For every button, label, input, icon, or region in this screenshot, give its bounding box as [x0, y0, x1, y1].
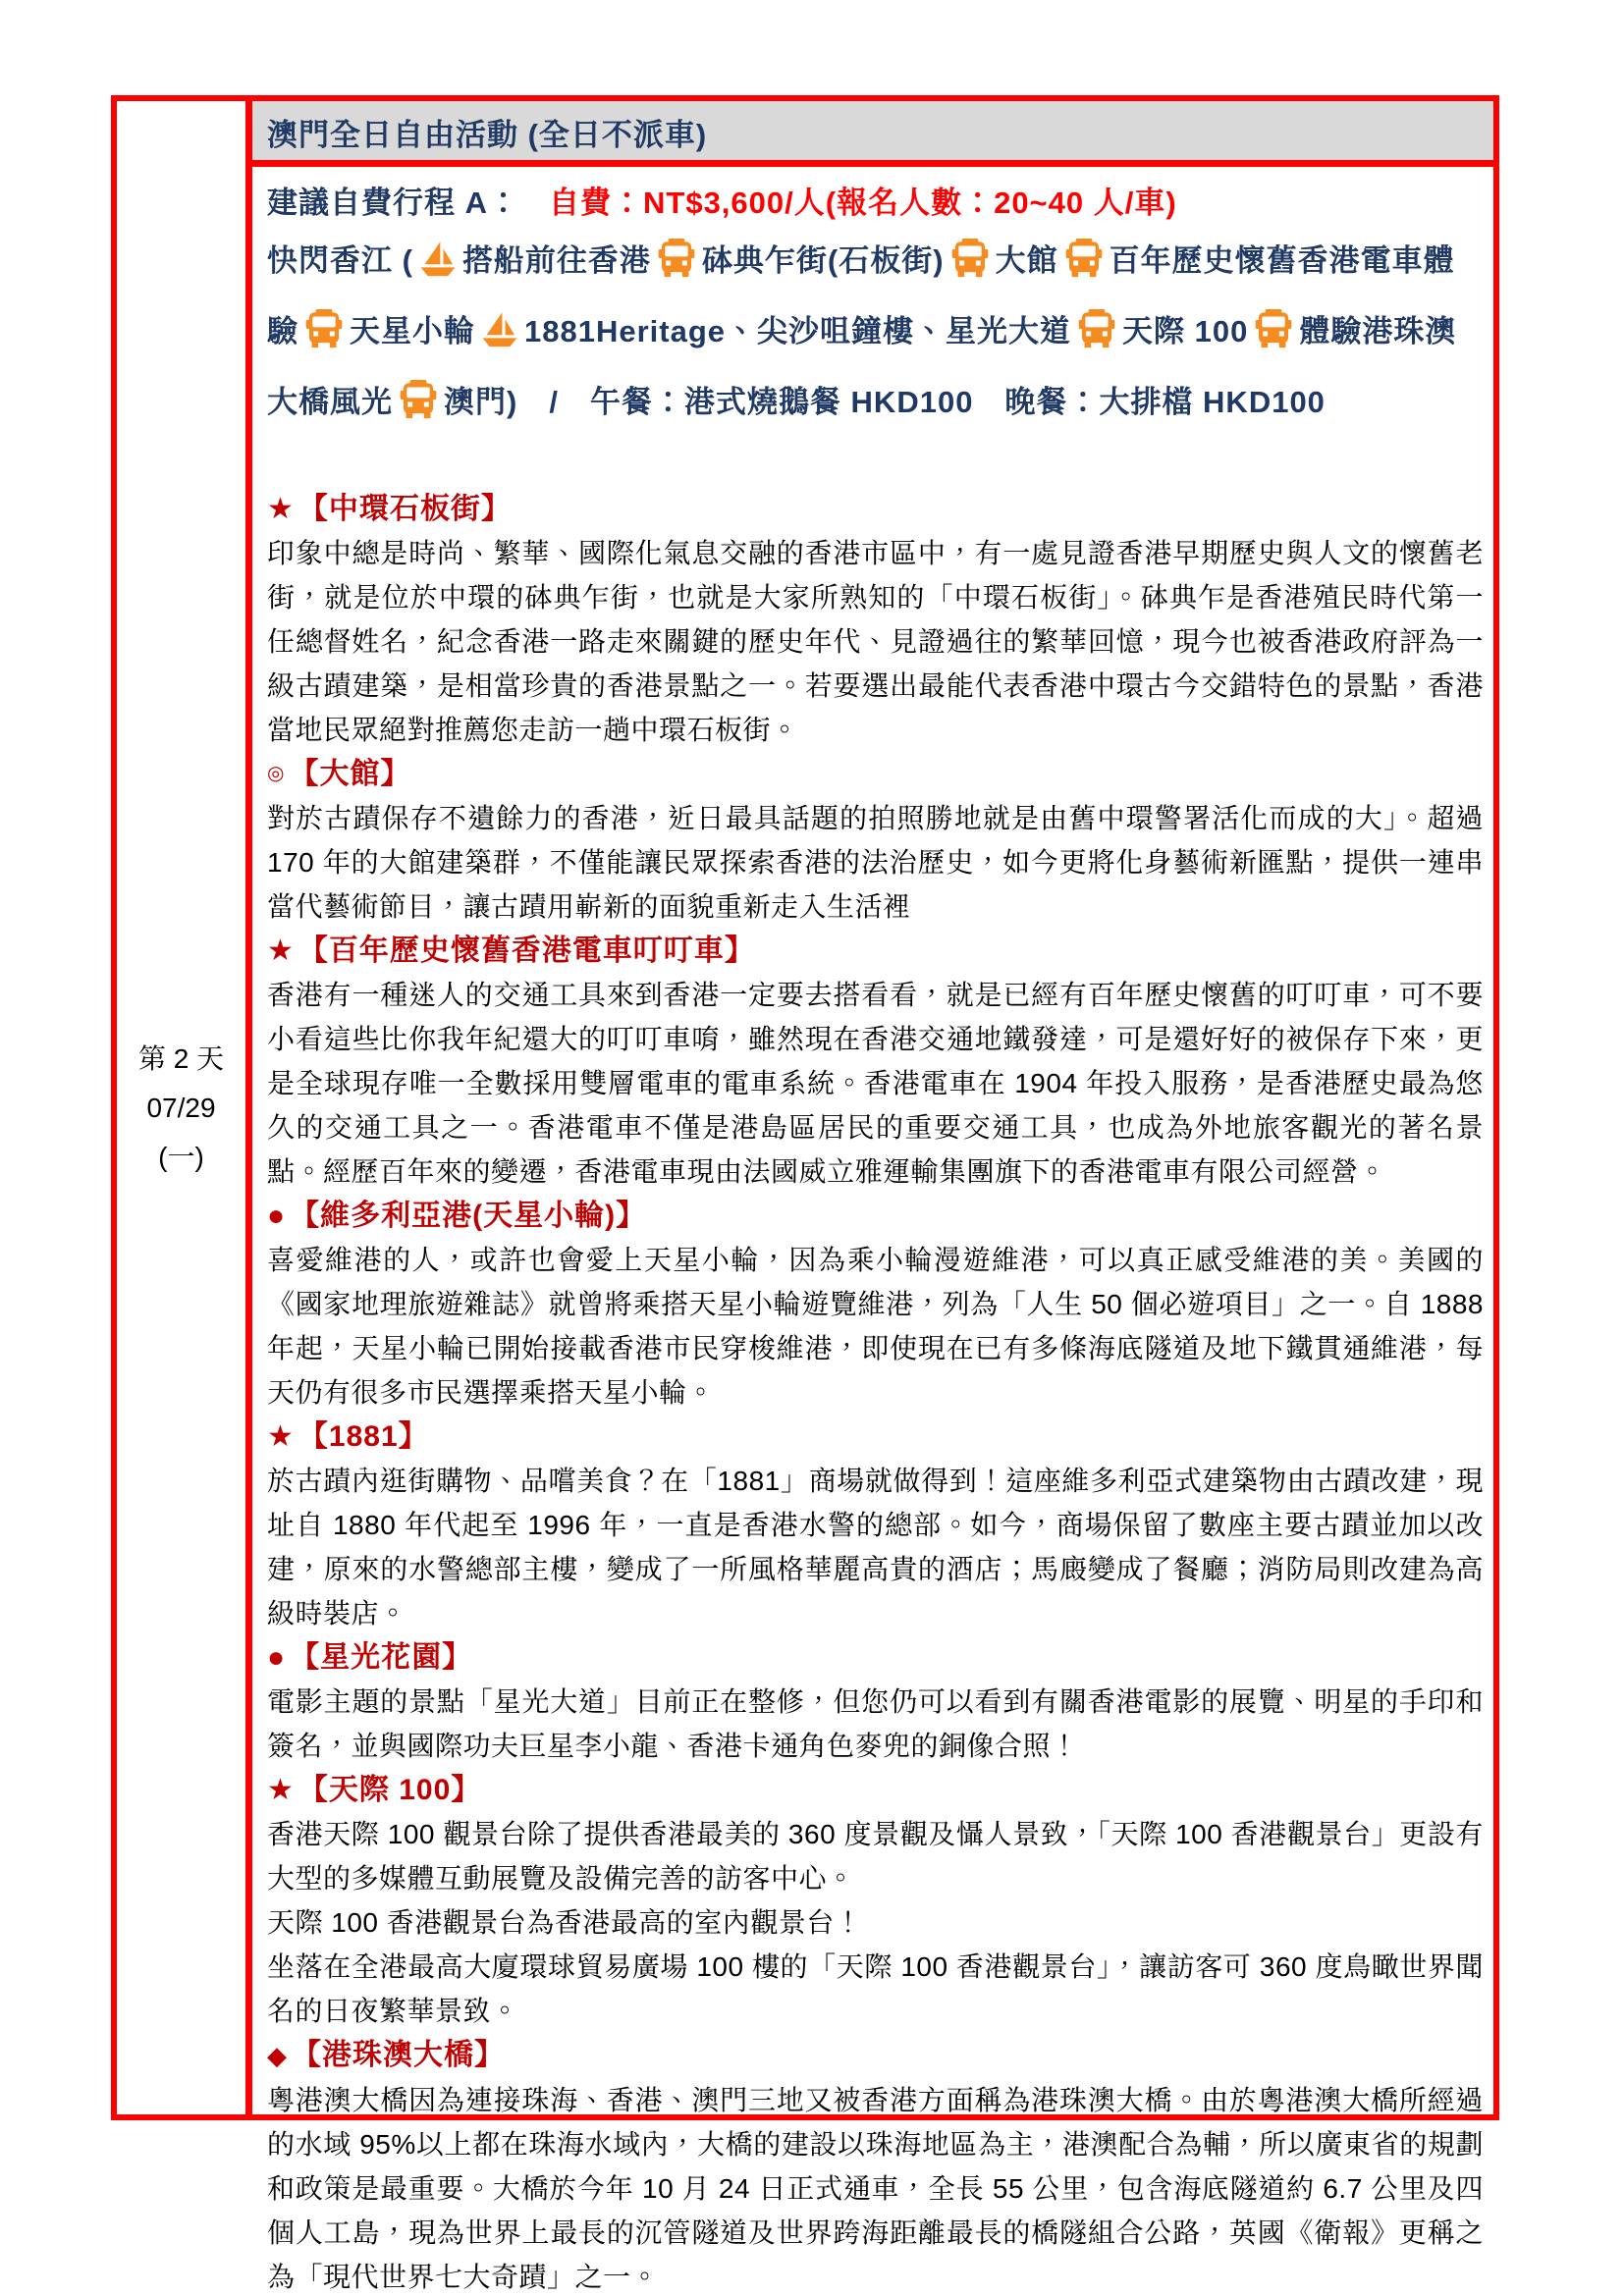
boat-icon — [481, 309, 518, 371]
route-text: 天星小輪 — [350, 314, 475, 348]
section-paragraph: 喜愛維港的人，或許也會愛上天星小輪，因為乘小輪漫遊維港，可以真正感受維港的美。美國的《國家地理旅遊雜誌》就曾將乘搭天星小輪遊覽維港，列為「人生 50 個必遊項目」之一。自 1888 年起，天星小輪已開始接載香港市民穿梭維港，即使現在已有多條海底隧道及地下鐵貫通維港，每天仍有很多市民選擇乘搭天星小輪。 — [267, 1245, 1484, 1408]
section-title-text: 【中環石板街】 — [298, 493, 512, 525]
price-value: 自費：NT$3,600/人(報名人數：20~40 人/車) — [549, 186, 1177, 220]
diamond-bullet-icon: ◆ — [267, 2041, 288, 2070]
plan-label: 建議自費行程 A： — [267, 186, 519, 220]
section-title — [267, 1194, 1484, 1238]
bus-icon — [657, 237, 696, 300]
activity-header-bar — [252, 101, 1493, 167]
section-paragraph: 印象中總是時尚、繁華、國際化氣息交融的香港市區中，有一處見證香港早期歷史與人文的懷舊老街，就是位於中環的砵典乍街，也就是大家所熟知的「中環石板街」。砵典乍是香港殖民時代第一任總督姓名，紀念香港一路走來關鍵的歷史年代、見證過往的繁華回憶，現今也被香港政府評為一級古蹟建築，是相當珍貴的香港景點之一。若要選出最能代表香港中環古今交錯特色的景點，香港當地民眾絕對推薦您走訪一趟中環石板街。 — [267, 538, 1484, 745]
star-bullet-icon: ★ — [267, 934, 295, 967]
itinerary-table — [111, 95, 1499, 2292]
day-weekday: (一) — [158, 1141, 204, 1172]
route-text: 快閃香江 ( — [267, 243, 413, 278]
section-paragraph: 電影主題的景點「星光大道」目前正在整修，但您仍可以看到有關香港電影的展覽、明星的手印和簽名，並與國際功夫巨星李小龍、香港卡通角色麥兜的銅像合照！ — [267, 1686, 1484, 1761]
dot-bullet-icon: ● — [267, 1200, 287, 1232]
route-text: 天際 100 — [1122, 314, 1249, 348]
section-paragraph: 對於古蹟保存不遺餘力的香港，近日最具話題的拍照勝地就是由舊中環警署活化而成的大」。超過 170 年的大館建築群，不僅能讓民眾探索香港的法治歷史，如今更將化身藝術新匯點，提供一連串當代藝術節目，讓古蹟用嶄新的面貌重新走入生活裡 — [267, 803, 1484, 922]
route-text: 體驗港珠澳大橋風光 — [267, 314, 1457, 419]
bus-icon — [399, 378, 438, 442]
activity-title: 澳門全日自由活動 (全日不派車) — [267, 118, 708, 152]
bus-icon — [304, 307, 344, 371]
route-text: 大館 — [995, 243, 1058, 278]
route-text: 澳門) / 午餐：港式燒鵝餐 HKD100 晚餐：大排檔 HKD100 — [444, 385, 1326, 419]
section-title — [267, 752, 1484, 796]
section-paragraph: 香港天際 100 觀景台除了提供香港最美的 360 度景觀及懾人景致，「天際 100 香港觀景台」更設有大型的多媒體互動展覽及設備完善的訪客中心。 — [267, 1819, 1484, 1894]
section-title-text: 【天際 100】 — [298, 1774, 482, 1806]
attraction-section — [267, 1635, 1484, 1768]
boat-icon — [419, 239, 457, 300]
section-title — [267, 929, 1484, 973]
content-body — [252, 167, 1493, 2296]
section-title — [267, 1635, 1484, 1680]
price-line — [267, 179, 1484, 228]
attraction-section — [267, 1768, 1484, 2033]
route-text: 1881Heritage、尖沙咀鐘樓、星光大道 — [524, 314, 1072, 348]
section-paragraph: 於古蹟內逛街購物、品嚐美食？在「1881」商場就做得到！這座維多利亞式建築物由古蹟改建，現址自 1880 年代起至 1996 年，一直是香港水警的總部。如今，商場保留了數座主要古蹟並加以改建，原來的水警總部主樓，變成了一所風格華麗高貴的酒店；馬廄變成了餐廳；消防局則改建為高級時裝店。 — [267, 1466, 1484, 1629]
bus-icon — [950, 237, 990, 300]
section-title-text: 【港珠澳大橋】 — [292, 2039, 505, 2071]
ring-bullet-icon: ◎ — [267, 763, 286, 784]
dot-bullet-icon: ● — [267, 1641, 287, 1674]
section-title-text: 【星光花園】 — [290, 1641, 473, 1674]
star-bullet-icon: ★ — [267, 1420, 295, 1453]
section-paragraph: 坐落在全港最高大廈環球貿易廣場 100 樓的「天際 100 香港觀景台」，讓訪客可 360 度鳥瞰世界聞名的日夜繁華景致。 — [267, 1951, 1484, 2026]
content-cell — [252, 101, 1493, 2292]
day-date: 07/29 — [146, 1092, 216, 1123]
section-paragraph: 香港有一種迷人的交通工具來到香港一定要去搭看看，就是已經有百年歷史懷舊的叮叮車，可不要小看這些比你我年紀還大的叮叮車唷，雖然現在香港交通地鐵發達，可是還好好的被保存下來，更是全球現存唯一全數採用雙層電車的電車系統。香港電車在 1904 年投入服務，是香港歷史最為悠久的交通工具之一。香港電車不僅是港島區居民的重要交通工具，也成為外地旅客觀光的著名景點。經歷百年來的變遷，香港電車現由法國威立雅運輸集團旗下的香港電車有限公司經營。 — [267, 980, 1484, 1187]
section-title-text: 【大館】 — [289, 758, 411, 790]
star-bullet-icon: ★ — [267, 493, 295, 525]
bus-icon — [1064, 237, 1104, 300]
itinerary-route — [267, 230, 1484, 442]
section-title — [267, 487, 1484, 531]
attraction-section — [267, 1194, 1484, 1415]
section-title-text: 【維多利亞港(天星小輪)】 — [290, 1200, 647, 1232]
route-text: 砵典乍街(石板街) — [701, 243, 945, 278]
bus-icon — [1254, 307, 1293, 371]
section-title — [267, 2033, 1484, 2078]
section-paragraph: 天際 100 香港觀景台為香港最高的室內觀景台！ — [267, 1907, 863, 1938]
section-title — [267, 1415, 1484, 1459]
day-number: 第 2 天 — [137, 1042, 225, 1074]
attraction-section — [267, 752, 1484, 929]
star-bullet-icon: ★ — [267, 1774, 295, 1806]
section-title — [267, 1768, 1484, 1812]
section-paragraph: 粵港澳大橋因為連接珠海、香港、澳門三地又被香港方面稱為港珠澳大橋。由於粵港澳大橋所經過的水域 95%以上都在珠海水域內，大橋的建設以珠海地區為主，港澳配合為輔，所以廣東省的規劃和政策是最重要。大橋於今年 10 月 24 日正式通車，全長 55 公里，包含海底隧道約 6.7 公里及四個人工島，現為世界上最長的沉管隧道及世界跨海距離最長的橋隧組合公路，英國《衛報》更稱之為「現代世界七大奇蹟」之一。 — [267, 2085, 1484, 2292]
attraction-section — [267, 487, 1484, 752]
attraction-sections — [267, 487, 1484, 2296]
section-title-text: 【1881】 — [298, 1420, 429, 1453]
route-text: 百年歷史懷舊香港電車體驗 — [267, 243, 1455, 348]
attraction-section — [267, 1415, 1484, 1635]
day-cell — [117, 101, 252, 2114]
attraction-section — [267, 2033, 1484, 2296]
bus-icon — [1077, 307, 1116, 371]
route-text: 搭船前往香港 — [461, 243, 651, 278]
section-title-text: 【百年歷史懷舊香港電車叮叮車】 — [298, 934, 755, 967]
attraction-section — [267, 929, 1484, 1194]
